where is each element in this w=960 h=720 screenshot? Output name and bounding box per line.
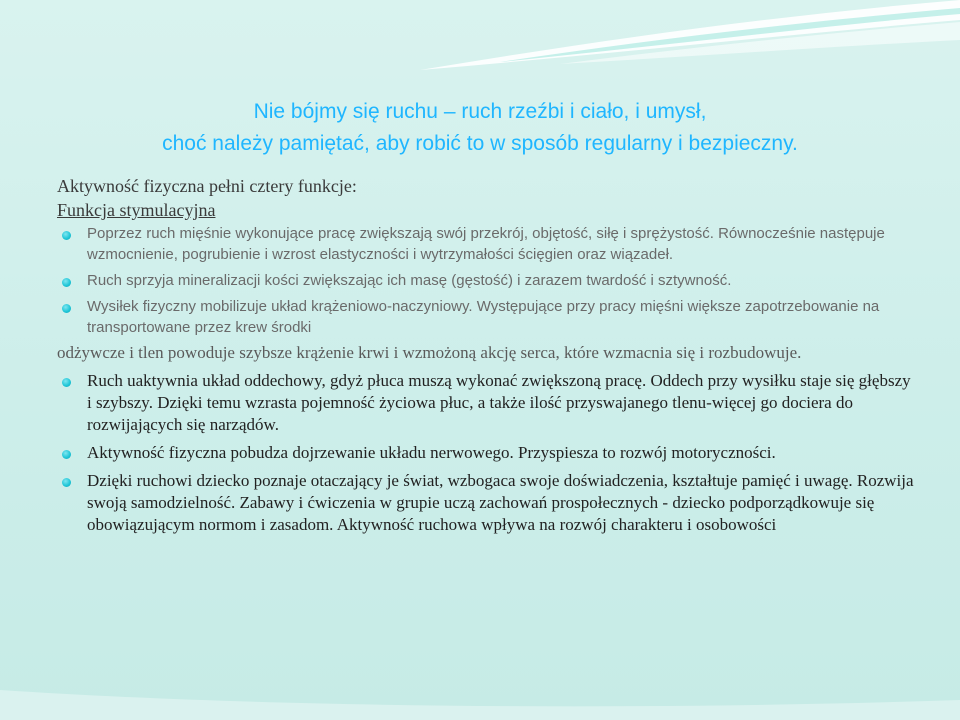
title-line-1: Nie bójmy się ruchu – ruch rzeźbi i ciało, i umysł, — [253, 100, 707, 123]
list-item-text: Aktywność fizyczna pobudza dojrzewanie układu nerwowego. Przyspiesza to rozwój motoryczności. — [87, 443, 776, 462]
bullet-dot-icon — [62, 378, 71, 387]
section-heading: Aktywność fizyczna pełni cztery funkcje: — [57, 176, 357, 196]
bullet-dot-icon — [62, 278, 71, 287]
list-item — [57, 470, 917, 536]
bullet-dot-icon — [62, 231, 71, 240]
list-item-text: Ruch sprzyja mineralizacji kości zwiększając ich masę (gęstość) i zarazem twardość i sztywność. — [87, 272, 732, 289]
list-item-text: Ruch uaktywnia układ oddechowy, gdyż płuca muszą wykonać zwiększoną pracę. Oddech przy wysiłku staje się głębszy i szybszy. Dzięki temu wzrasta pojemność życiowa płuc, a także ilość przyswajanego tlenu-więcej go dociera do rozwijających się narządów. — [87, 371, 911, 434]
bullet-list — [57, 223, 917, 540]
bullet-dot-icon — [62, 304, 71, 313]
list-item — [57, 370, 917, 436]
list-item-text: odżywcze i tlen powoduje szybsze krążenie krwi i wzmożoną akcję serca, które wzmacnia się i rozbudowuje. — [57, 343, 802, 362]
list-item-continuation — [57, 342, 917, 364]
bullet-dot-icon — [62, 450, 71, 459]
list-item — [57, 223, 917, 265]
list-item — [57, 442, 917, 464]
list-item-text: Poprzez ruch mięśnie wykonujące pracę zwiększają swój przekrój, objętość, siłę i sprężystość. Równocześnie następuje wzmocnienie, pogrubienie i wzrost elastyczności i wytrzymałości ścięgien oraz wiązadeł. — [87, 225, 885, 263]
slide-title — [0, 96, 960, 160]
list-item — [57, 270, 917, 291]
list-item-text: Dzięki ruchowi dziecko poznaje otaczający je świat, wzbogaca swoje doświadczenia, kształtuje pamięć i uwagę. Rozwija swoją samodzielność. Zabawy i ćwiczenia w grupie uczą zachowań prospołecznych - dziecko podporządkowuje się obowiązującym normom i zasadom. Aktywność ruchowa wpływa na rozwój charakteru i osobowości — [87, 471, 914, 534]
list-item — [57, 296, 917, 338]
section-subheading: Funkcja stymulacyjna — [57, 200, 216, 220]
list-item-text: Wysiłek fizyczny mobilizuje układ krążeniowo-naczyniowy. Występujące przy pracy mięśni większe zapotrzebowanie na transportowane przez krew środki — [87, 298, 880, 336]
title-line-2: choć należy pamiętać, aby robić to w sposób regularny i bezpieczny. — [162, 132, 798, 155]
bullet-dot-icon — [62, 478, 71, 487]
